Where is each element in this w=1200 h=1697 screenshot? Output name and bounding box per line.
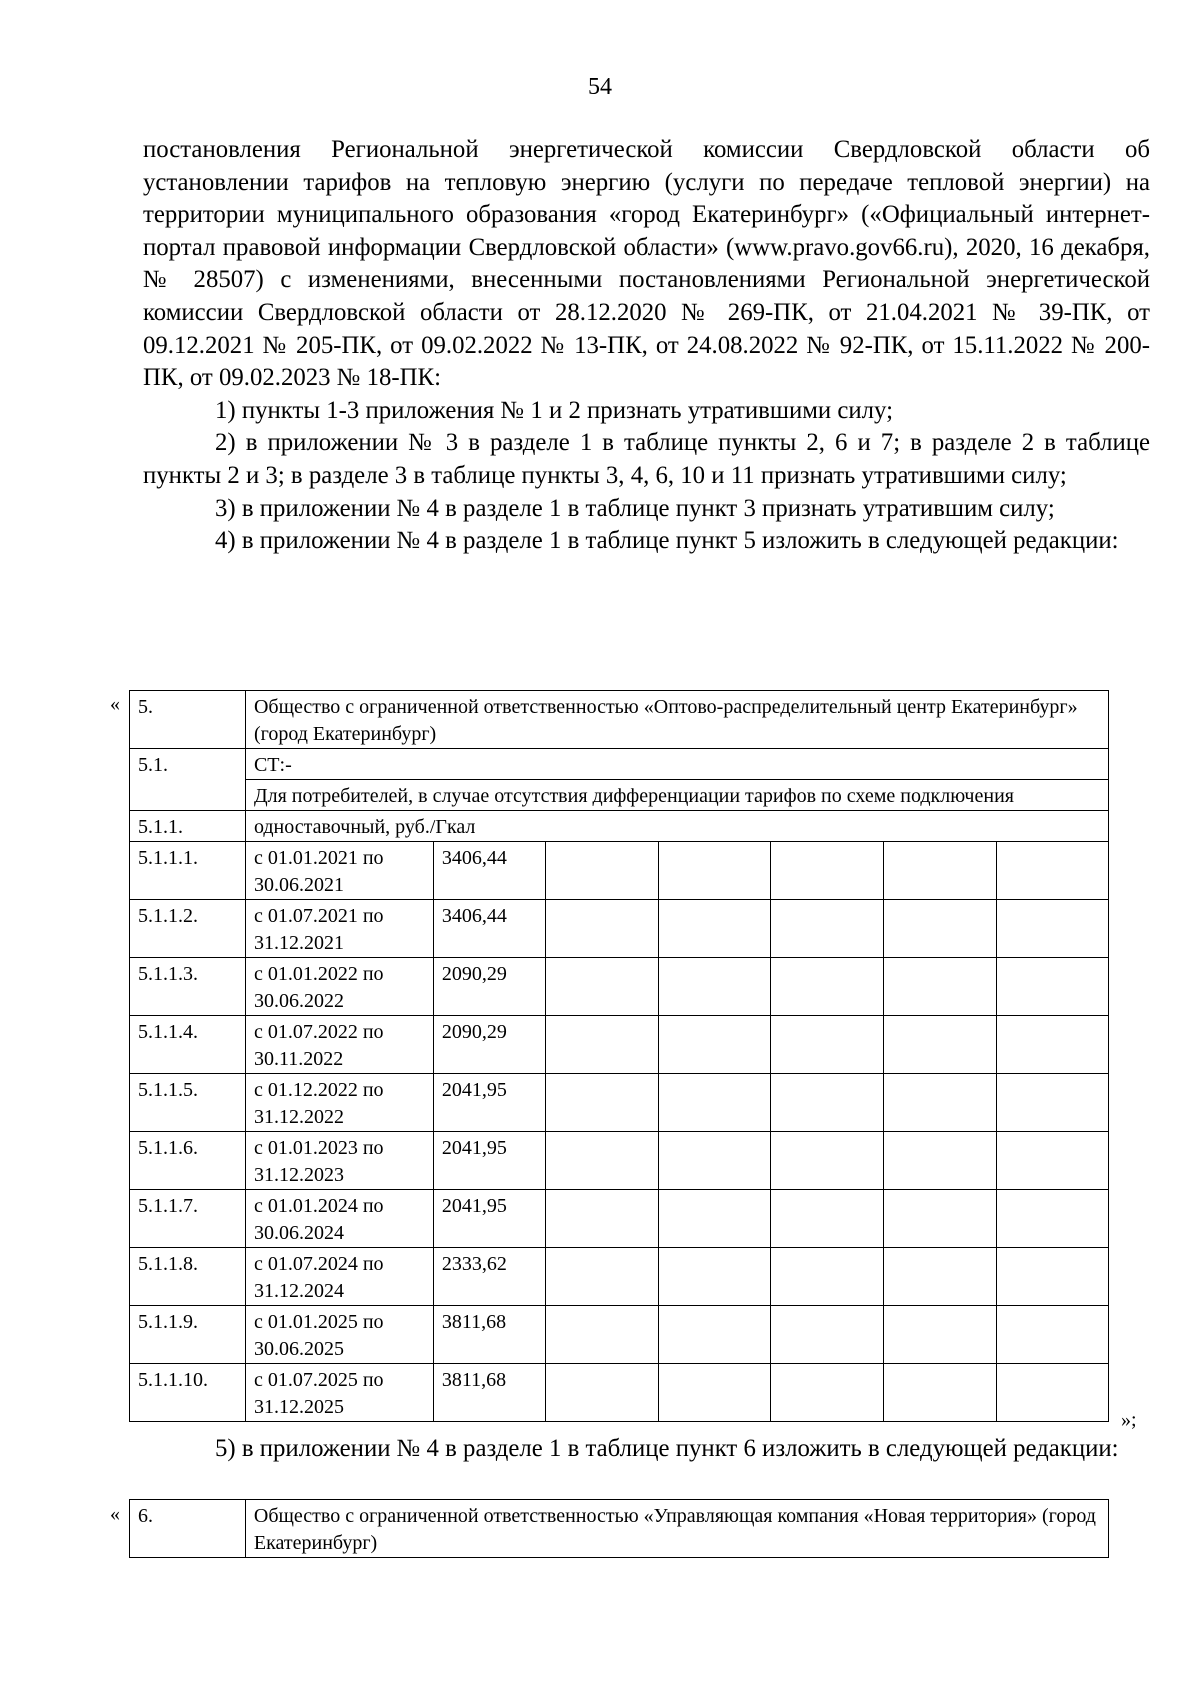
table-cell-num: 5.1.1.10. (130, 1364, 246, 1422)
table-cell-empty (545, 1074, 658, 1132)
table-cell-empty (545, 958, 658, 1016)
table-cell-empty (771, 1074, 884, 1132)
table-cell-empty (658, 842, 771, 900)
table-cell-num: 5.1.1.7. (130, 1190, 246, 1248)
table-cell-period: с 01.01.2022 по 30.06.2022 (245, 958, 433, 1016)
paragraph-item-4: 4) в приложении № 4 в разделе 1 в таблице пункт 5 изложить в следующей редакции: (215, 527, 1119, 555)
table-cell-empty (884, 1190, 997, 1248)
table-cell-num: 5.1. (130, 749, 246, 811)
table-cell-value: 2041,95 (433, 1190, 545, 1248)
table-cell-empty (545, 842, 658, 900)
table-row (130, 811, 1109, 842)
table-cell-value: 3406,44 (433, 900, 545, 958)
table-cell-empty (884, 1248, 997, 1306)
table-row (130, 1248, 1109, 1306)
table-cell-value: 2090,29 (433, 1016, 545, 1074)
table-cell-empty (771, 1306, 884, 1364)
table-cell-period: с 01.07.2021 по 31.12.2021 (245, 900, 433, 958)
table-cell-empty (771, 1248, 884, 1306)
table-cell-num: 6. (130, 1500, 246, 1558)
table-cell-empty (997, 1132, 1109, 1190)
table-cell-num: 5.1.1.9. (130, 1306, 246, 1364)
table-row (130, 1132, 1109, 1190)
document-body (143, 134, 1150, 558)
table-cell-empty (545, 900, 658, 958)
table-cell-org-name: Общество с ограниченной ответственностью «Оптово-распределительный центр Екатеринбург» (город Екатеринбург) (245, 691, 1108, 749)
table-cell-empty (997, 1248, 1109, 1306)
table1-open-quote: « (110, 693, 120, 715)
table-cell-empty (884, 1016, 997, 1074)
table-cell-empty (771, 958, 884, 1016)
table-row (130, 1016, 1109, 1074)
table-cell-empty (545, 1248, 658, 1306)
table-cell-desc: Для потребителей, в случае отсутствия дифференциации тарифов по схеме подключения (245, 780, 1108, 811)
table-cell-num: 5.1.1.4. (130, 1016, 246, 1074)
table-cell-org-name: Общество с ограниченной ответственностью «Управляющая компания «Новая территория» (город Екатеринбург) (245, 1500, 1108, 1558)
table-cell-num: 5.1.1. (130, 811, 246, 842)
page-number: 54 (588, 74, 612, 100)
table-cell-period: с 01.07.2024 по 31.12.2024 (245, 1248, 433, 1306)
table-cell-empty (771, 842, 884, 900)
table-cell-empty (771, 1132, 884, 1190)
table-cell-period: с 01.07.2025 по 31.12.2025 (245, 1364, 433, 1422)
paragraph-item-1: 1) пункты 1-3 приложения № 1 и 2 признать утратившими силу; (215, 396, 894, 424)
table-cell-empty (771, 900, 884, 958)
table-row (130, 900, 1109, 958)
table-cell-rate-label: одноставочный, руб./Гкал (245, 811, 1108, 842)
table-cell-empty (997, 1364, 1109, 1422)
table-row (130, 1190, 1109, 1248)
table-cell-num: 5.1.1.2. (130, 900, 246, 958)
table-cell-empty (658, 958, 771, 1016)
table-cell-empty (658, 1364, 771, 1422)
paragraph-intro: постановления Региональной энергетической комиссии Свердловской области об установлении тарифов на тепловую энергию (услуги по передаче тепловой энергии) на территории муниципального образования «город Екатеринбург» («Официальный интернет-портал правовой информации Свердловской области» (www.pravo.gov66.ru), 2020, 16 декабря, № 28507) с изменениями, внесенными постановлениями Региональной энергетической комиссии Свердловской области от 28.12.2020 № 269-ПК, от 21.04.2021 № 39-ПК, от 09.12.2021 № 205-ПК, от 09.02.2022 № 13-ПК, от 24.08.2022 № 92-ПК, от 15.11.2022 № 200-ПК, от 09.02.2023 № 18-ПК: (143, 136, 1150, 392)
table-row (130, 1364, 1109, 1422)
table-cell-num: 5. (130, 691, 246, 749)
table-cell-empty (884, 1074, 997, 1132)
table-cell-empty (545, 1132, 658, 1190)
table-cell-empty (884, 1364, 997, 1422)
table-cell-empty (545, 1016, 658, 1074)
table-cell-empty (884, 1306, 997, 1364)
paragraph-item-5: 5) в приложении № 4 в разделе 1 в таблице пункт 6 изложить в следующей редакции: (215, 1435, 1119, 1462)
table-row (130, 1306, 1109, 1364)
table-cell-period: с 01.01.2024 по 30.06.2024 (245, 1190, 433, 1248)
paragraph-item-2: 2) в приложении № 3 в разделе 1 в таблице пункты 2, 6 и 7; в разделе 2 в таблице пункты 2 и 3; в разделе 3 в таблице пункты 3, 4, 6, 10 и 11 признать утратившими силу; (143, 429, 1150, 489)
table-cell-empty (997, 1016, 1109, 1074)
table-cell-empty (884, 900, 997, 958)
document-body-continued (143, 1433, 1150, 1466)
table-cell-period: с 01.12.2022 по 31.12.2022 (245, 1074, 433, 1132)
paragraph-item-3: 3) в приложении № 4 в разделе 1 в таблице пункт 3 признать утратившим силу; (215, 494, 1055, 522)
table-cell-empty (771, 1364, 884, 1422)
table-cell-empty (545, 1364, 658, 1422)
table-cell-empty (658, 1306, 771, 1364)
table-cell-value: 2090,29 (433, 958, 545, 1016)
table-cell-empty (658, 1248, 771, 1306)
table-cell-empty (884, 958, 997, 1016)
table-cell-empty (658, 1190, 771, 1248)
table-row (130, 749, 1109, 780)
table-row (130, 691, 1109, 749)
table2-open-quote: « (110, 1503, 120, 1525)
table-cell-empty (997, 1190, 1109, 1248)
table-cell-value: 3406,44 (433, 842, 545, 900)
table1-close-quote: »; (1121, 1409, 1137, 1431)
table-cell-value: 2333,62 (433, 1248, 545, 1306)
table-cell-num: 5.1.1.6. (130, 1132, 246, 1190)
table-cell-num: 5.1.1.8. (130, 1248, 246, 1306)
table-cell-period: с 01.01.2023 по 31.12.2023 (245, 1132, 433, 1190)
table-row (130, 1074, 1109, 1132)
table-cell-empty (545, 1306, 658, 1364)
table-cell-empty (658, 1016, 771, 1074)
table-row (130, 780, 1109, 811)
table-cell-empty (658, 1132, 771, 1190)
table-cell-empty (658, 900, 771, 958)
table-row (130, 842, 1109, 900)
table-cell-period: с 01.01.2025 по 30.06.2025 (245, 1306, 433, 1364)
table-row (130, 1500, 1109, 1558)
table-cell-num: 5.1.1.1. (130, 842, 246, 900)
table-cell-empty (997, 1306, 1109, 1364)
table-cell-empty (884, 1132, 997, 1190)
table-cell-empty (997, 958, 1109, 1016)
table-cell-empty (771, 1190, 884, 1248)
table-row (130, 958, 1109, 1016)
table-cell-empty (884, 842, 997, 900)
tariff-table-5 (129, 690, 1109, 1422)
table-cell-value: 3811,68 (433, 1364, 545, 1422)
table-cell-empty (997, 1074, 1109, 1132)
table-cell-empty (997, 900, 1109, 958)
table-cell-value: 3811,68 (433, 1306, 545, 1364)
table-cell-empty (658, 1074, 771, 1132)
table-cell-empty (545, 1190, 658, 1248)
table-cell-value: 2041,95 (433, 1074, 545, 1132)
table-cell-num: 5.1.1.3. (130, 958, 246, 1016)
table-cell-ct: СТ:- (245, 749, 1108, 780)
table-cell-empty (997, 842, 1109, 900)
table-cell-period: с 01.07.2022 по 30.11.2022 (245, 1016, 433, 1074)
table-cell-empty (771, 1016, 884, 1074)
table-cell-value: 2041,95 (433, 1132, 545, 1190)
tariff-table-6 (129, 1499, 1109, 1558)
table-cell-num: 5.1.1.5. (130, 1074, 246, 1132)
table-cell-period: с 01.01.2021 по 30.06.2021 (245, 842, 433, 900)
